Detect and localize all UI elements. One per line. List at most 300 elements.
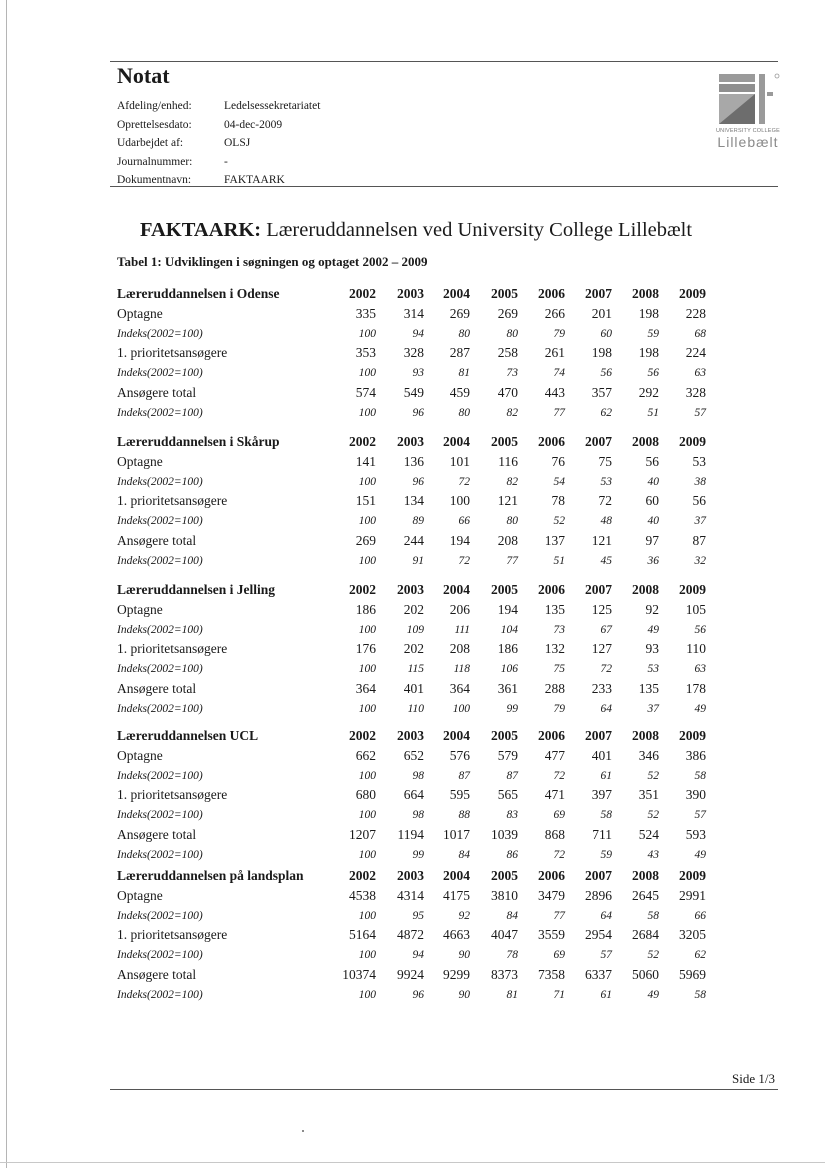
table-cell: 244 bbox=[403, 533, 424, 548]
meta-row-department bbox=[117, 97, 320, 116]
index-row bbox=[0, 701, 825, 720]
table-cell: 56 bbox=[694, 623, 706, 636]
year-header: 2005 bbox=[491, 868, 518, 883]
table-cell: 80 bbox=[506, 515, 518, 528]
table-cell: 81 bbox=[506, 988, 518, 1001]
logo-subtitle: UNIVERSITY COLLEGE bbox=[715, 128, 781, 134]
row-label: Optagne bbox=[117, 747, 163, 763]
table-cell: 56 bbox=[600, 367, 612, 380]
table-cell: 401 bbox=[591, 747, 612, 763]
year-header: 2003 bbox=[397, 868, 424, 883]
table-cell: 228 bbox=[685, 305, 706, 321]
data-row bbox=[0, 888, 825, 907]
table-cell: 470 bbox=[497, 385, 518, 400]
table-cell: 115 bbox=[407, 663, 424, 676]
year-header: 2002 bbox=[349, 286, 376, 301]
meta-label: Journalnummer: bbox=[117, 155, 193, 168]
row-label: Optagne bbox=[117, 601, 163, 617]
table-cell: 2954 bbox=[585, 927, 612, 943]
data-row bbox=[0, 748, 825, 767]
table-cell: 49 bbox=[694, 848, 706, 861]
data-row bbox=[0, 306, 825, 325]
row-label: Indeks(2002=100) bbox=[117, 406, 203, 419]
table-cell: 443 bbox=[544, 385, 565, 400]
table-cell: 100 bbox=[358, 848, 376, 861]
table-cell: 261 bbox=[544, 345, 565, 361]
year-header: 2003 bbox=[397, 582, 424, 597]
table-cell: 574 bbox=[355, 385, 376, 400]
table-cell: 1207 bbox=[349, 827, 376, 842]
memo-metadata bbox=[117, 97, 320, 190]
table-cell: 72 bbox=[458, 475, 470, 488]
table-cell: 4314 bbox=[397, 887, 424, 903]
table-cell: 91 bbox=[412, 554, 424, 567]
table-cell: 524 bbox=[638, 827, 659, 842]
table-cell: 3810 bbox=[491, 887, 518, 903]
table-cell: 63 bbox=[694, 367, 706, 380]
table-cell: 1194 bbox=[397, 827, 424, 842]
scan-speck bbox=[302, 1130, 304, 1132]
year-header: 2006 bbox=[538, 728, 565, 743]
year-header: 2002 bbox=[349, 868, 376, 883]
year-header: 2005 bbox=[491, 286, 518, 301]
table-cell: 80 bbox=[458, 327, 470, 340]
header-rule-top bbox=[110, 61, 778, 62]
factsheet-title-bold: FAKTAARK: bbox=[140, 219, 262, 241]
table-cell: 110 bbox=[407, 702, 424, 715]
table-cell: 353 bbox=[355, 345, 376, 361]
table-cell: 141 bbox=[355, 453, 376, 469]
table-cell: 52 bbox=[647, 809, 659, 822]
year-header: 2009 bbox=[679, 728, 706, 743]
index-row bbox=[0, 768, 825, 787]
section-header-row bbox=[0, 582, 825, 601]
table-cell: 471 bbox=[544, 787, 565, 803]
table-cell: 662 bbox=[355, 747, 376, 763]
row-label: Ansøgere total bbox=[117, 967, 197, 982]
table-cell: 60 bbox=[645, 493, 659, 509]
meta-row-journal bbox=[117, 153, 320, 172]
table-cell: 664 bbox=[403, 787, 424, 803]
data-row bbox=[0, 454, 825, 473]
table-cell: 57 bbox=[694, 809, 706, 822]
row-label: Optagne bbox=[117, 305, 163, 321]
table-cell: 105 bbox=[685, 601, 706, 617]
table-cell: 151 bbox=[355, 493, 376, 509]
table-cell: 233 bbox=[591, 681, 612, 696]
table-cell: 100 bbox=[358, 809, 376, 822]
table-cell: 576 bbox=[449, 747, 470, 763]
data-row bbox=[0, 493, 825, 512]
table-cell: 4538 bbox=[349, 887, 376, 903]
table-cell: 56 bbox=[647, 367, 659, 380]
row-label: Ansøgere total bbox=[117, 533, 197, 548]
table-cell: 287 bbox=[449, 345, 470, 361]
table-cell: 477 bbox=[544, 747, 565, 763]
index-row bbox=[0, 622, 825, 641]
year-header: 2005 bbox=[491, 434, 518, 449]
table-cell: 94 bbox=[412, 327, 424, 340]
row-label: Indeks(2002=100) bbox=[117, 848, 203, 861]
index-row bbox=[0, 661, 825, 680]
table-cell: 266 bbox=[544, 305, 565, 321]
table-cell: 56 bbox=[645, 453, 659, 469]
year-header: 2007 bbox=[585, 582, 612, 597]
table-cell: 178 bbox=[685, 681, 706, 696]
year-header: 2009 bbox=[679, 582, 706, 597]
table-cell: 32 bbox=[694, 554, 706, 567]
table-cell: 2684 bbox=[632, 927, 659, 943]
year-header: 2004 bbox=[443, 582, 470, 597]
table-cell: 288 bbox=[544, 681, 565, 696]
row-label: Indeks(2002=100) bbox=[117, 515, 203, 528]
table-cell: 84 bbox=[458, 848, 470, 861]
row-label: Indeks(2002=100) bbox=[117, 949, 203, 962]
table-cell: 100 bbox=[358, 475, 376, 488]
table-cell: 100 bbox=[358, 515, 376, 528]
header-rule-bottom bbox=[110, 186, 778, 187]
table-cell: 135 bbox=[544, 601, 565, 617]
table-cell: 40 bbox=[647, 515, 659, 528]
index-row bbox=[0, 908, 825, 927]
table-cell: 1039 bbox=[491, 827, 518, 842]
table-cell: 73 bbox=[553, 623, 565, 636]
meta-row-created bbox=[117, 116, 320, 135]
data-row bbox=[0, 827, 825, 846]
year-header: 2002 bbox=[349, 728, 376, 743]
meta-value: 04-dec-2009 bbox=[224, 118, 283, 131]
meta-value: OLSJ bbox=[224, 137, 251, 149]
data-row bbox=[0, 345, 825, 364]
table-cell: 202 bbox=[403, 641, 424, 657]
year-header: 2007 bbox=[585, 434, 612, 449]
table-cell: 100 bbox=[358, 327, 376, 340]
row-label: Indeks(2002=100) bbox=[117, 623, 203, 636]
table-cell: 8373 bbox=[491, 967, 518, 982]
table-cell: 98 bbox=[412, 809, 424, 822]
table-cell: 75 bbox=[598, 453, 612, 469]
table-cell: 100 bbox=[449, 493, 470, 509]
row-label: 1. prioritetsansøgere bbox=[117, 345, 228, 361]
table-cell: 58 bbox=[694, 769, 706, 782]
table-cell: 3205 bbox=[679, 927, 706, 943]
year-header: 2008 bbox=[632, 286, 659, 301]
table-cell: 100 bbox=[358, 554, 376, 567]
table-cell: 104 bbox=[500, 623, 518, 636]
table-cell: 198 bbox=[638, 345, 659, 361]
year-header: 2008 bbox=[632, 582, 659, 597]
table-cell: 51 bbox=[553, 554, 565, 567]
table-cell: 92 bbox=[645, 601, 659, 617]
index-row bbox=[0, 947, 825, 966]
table-cell: 100 bbox=[452, 702, 470, 715]
index-row bbox=[0, 365, 825, 384]
table-cell: 72 bbox=[553, 848, 565, 861]
row-label: Indeks(2002=100) bbox=[117, 367, 203, 380]
table-cell: 43 bbox=[647, 848, 659, 861]
table-cell: 36 bbox=[647, 554, 659, 567]
table-cell: 137 bbox=[544, 533, 565, 548]
table-cell: 5164 bbox=[349, 927, 376, 943]
table-cell: 61 bbox=[600, 769, 612, 782]
table-cell: 38 bbox=[694, 475, 706, 488]
table-cell: 269 bbox=[497, 305, 518, 321]
row-label: Indeks(2002=100) bbox=[117, 988, 203, 1001]
table-cell: 116 bbox=[498, 453, 518, 469]
table-cell: 79 bbox=[553, 327, 565, 340]
section-header-row bbox=[0, 728, 825, 747]
table-cell: 52 bbox=[647, 769, 659, 782]
year-header: 2006 bbox=[538, 286, 565, 301]
table-cell: 9924 bbox=[397, 967, 424, 982]
table-cell: 4047 bbox=[491, 927, 518, 943]
table-cell: 201 bbox=[591, 305, 612, 321]
meta-value: FAKTAARK bbox=[224, 174, 285, 186]
table-cell: 68 bbox=[694, 327, 706, 340]
section-title: Læreruddannelsen i Jelling bbox=[117, 582, 276, 597]
table-cell: 314 bbox=[403, 305, 424, 321]
meta-label: Dokumentnavn: bbox=[117, 174, 192, 186]
table-cell: 106 bbox=[500, 663, 518, 676]
table-cell: 4663 bbox=[443, 927, 470, 943]
data-row bbox=[0, 602, 825, 621]
year-header: 2003 bbox=[397, 728, 424, 743]
table-cell: 4872 bbox=[397, 927, 424, 943]
table-cell: 83 bbox=[506, 809, 518, 822]
index-row bbox=[0, 807, 825, 826]
factsheet-title bbox=[140, 219, 692, 242]
row-label: 1. prioritetsansøgere bbox=[117, 641, 228, 657]
data-row bbox=[0, 385, 825, 404]
table-cell: 109 bbox=[406, 623, 424, 636]
table-cell: 56 bbox=[692, 493, 706, 509]
meta-row-author bbox=[117, 134, 320, 153]
row-label: Indeks(2002=100) bbox=[117, 909, 203, 922]
row-label: Indeks(2002=100) bbox=[117, 475, 203, 488]
table-cell: 176 bbox=[355, 641, 376, 657]
index-row bbox=[0, 847, 825, 866]
row-label: Indeks(2002=100) bbox=[117, 327, 203, 340]
table-cell: 81 bbox=[458, 367, 470, 380]
page-number: Side 1/3 bbox=[732, 1071, 775, 1086]
table-cell: 57 bbox=[600, 949, 612, 962]
logo-wordmark: Lillebælt bbox=[717, 134, 779, 150]
table-cell: 73 bbox=[506, 367, 518, 380]
table-cell: 61 bbox=[600, 988, 612, 1001]
index-row bbox=[0, 326, 825, 345]
table-cell: 2896 bbox=[585, 887, 612, 903]
table-cell: 96 bbox=[412, 988, 424, 1001]
table-cell: 357 bbox=[591, 385, 612, 400]
memo-title: Notat bbox=[117, 63, 170, 88]
year-header: 2008 bbox=[632, 434, 659, 449]
data-row bbox=[0, 927, 825, 946]
table-cell: 2991 bbox=[679, 887, 706, 903]
table-cell: 78 bbox=[551, 493, 565, 509]
table-cell: 78 bbox=[506, 949, 518, 962]
table-cell: 593 bbox=[685, 827, 706, 842]
table-cell: 868 bbox=[544, 827, 565, 842]
table-cell: 194 bbox=[497, 601, 518, 617]
data-row bbox=[0, 787, 825, 806]
table-cell: 110 bbox=[686, 641, 706, 657]
table-cell: 100 bbox=[358, 623, 376, 636]
table-cell: 5060 bbox=[632, 967, 659, 982]
year-header: 2007 bbox=[585, 286, 612, 301]
year-header: 2009 bbox=[679, 286, 706, 301]
table-cell: 125 bbox=[591, 601, 612, 617]
table-cell: 93 bbox=[412, 367, 424, 380]
section-header-row bbox=[0, 434, 825, 453]
factsheet-title-rest: Læreruddannelsen ved University College Lillebælt bbox=[261, 219, 693, 241]
table-cell: 100 bbox=[358, 702, 376, 715]
table-cell: 186 bbox=[355, 601, 376, 617]
table-cell: 98 bbox=[412, 769, 424, 782]
data-row bbox=[0, 641, 825, 660]
index-row bbox=[0, 513, 825, 532]
table-cell: 89 bbox=[412, 515, 424, 528]
year-header: 2002 bbox=[349, 582, 376, 597]
table-cell: 97 bbox=[645, 533, 659, 548]
table-cell: 66 bbox=[694, 909, 706, 922]
table-cell: 87 bbox=[458, 769, 470, 782]
table-cell: 72 bbox=[458, 554, 470, 567]
table-cell: 59 bbox=[600, 848, 612, 861]
meta-label: Udarbejdet af: bbox=[117, 137, 184, 149]
table-cell: 208 bbox=[449, 641, 470, 657]
table-cell: 364 bbox=[355, 681, 376, 696]
table-cell: 565 bbox=[497, 787, 518, 803]
year-header: 2007 bbox=[585, 868, 612, 883]
year-header: 2005 bbox=[491, 728, 518, 743]
row-label: 1. prioritetsansøgere bbox=[117, 787, 228, 803]
table-cell: 208 bbox=[497, 533, 518, 548]
table-cell: 121 bbox=[591, 533, 612, 548]
section-header-row bbox=[0, 868, 825, 887]
year-header: 2004 bbox=[443, 868, 470, 883]
ucl-logo bbox=[712, 72, 784, 152]
row-label: Indeks(2002=100) bbox=[117, 809, 203, 822]
row-label: Indeks(2002=100) bbox=[117, 702, 203, 715]
table-cell: 269 bbox=[449, 305, 470, 321]
table-cell: 361 bbox=[497, 681, 518, 696]
table-cell: 202 bbox=[403, 601, 424, 617]
year-header: 2004 bbox=[443, 434, 470, 449]
table-cell: 90 bbox=[458, 949, 470, 962]
table-cell: 364 bbox=[449, 681, 470, 696]
table-cell: 80 bbox=[458, 406, 470, 419]
table-cell: 99 bbox=[412, 848, 424, 861]
section-title: Læreruddannelsen på landsplan bbox=[117, 868, 304, 883]
table-cell: 60 bbox=[600, 327, 612, 340]
year-header: 2005 bbox=[491, 582, 518, 597]
meta-label: Afdeling/enhed: bbox=[117, 100, 192, 112]
table-cell: 66 bbox=[458, 515, 470, 528]
table-cell: 92 bbox=[458, 909, 470, 922]
table-cell: 86 bbox=[506, 848, 518, 861]
table-cell: 100 bbox=[358, 663, 376, 676]
table-cell: 401 bbox=[403, 681, 424, 696]
table-cell: 111 bbox=[454, 623, 470, 636]
table-cell: 72 bbox=[598, 493, 612, 509]
year-header: 2003 bbox=[397, 434, 424, 449]
table-cell: 6337 bbox=[585, 967, 612, 982]
data-row bbox=[0, 681, 825, 700]
section-title: Læreruddannelsen UCL bbox=[117, 728, 259, 743]
table-cell: 579 bbox=[497, 747, 518, 763]
table-cell: 53 bbox=[600, 475, 612, 488]
table-cell: 94 bbox=[412, 949, 424, 962]
table-cell: 82 bbox=[506, 475, 518, 488]
table-cell: 101 bbox=[449, 453, 470, 469]
table-cell: 100 bbox=[358, 909, 376, 922]
table-cell: 390 bbox=[685, 787, 706, 803]
row-label: Ansøgere total bbox=[117, 827, 197, 842]
year-header: 2006 bbox=[538, 868, 565, 883]
data-row bbox=[0, 967, 825, 986]
year-header: 2003 bbox=[397, 286, 424, 301]
row-label: Indeks(2002=100) bbox=[117, 554, 203, 567]
row-label: 1. prioritetsansøgere bbox=[117, 927, 228, 943]
ucl-logo-icon bbox=[717, 72, 781, 126]
table-cell: 93 bbox=[645, 641, 659, 657]
table-cell: 76 bbox=[551, 453, 565, 469]
table-cell: 48 bbox=[600, 515, 612, 528]
index-row bbox=[0, 987, 825, 1006]
table-cell: 49 bbox=[647, 623, 659, 636]
table-cell: 100 bbox=[358, 988, 376, 1001]
table-cell: 58 bbox=[647, 909, 659, 922]
year-header: 2004 bbox=[443, 728, 470, 743]
table-cell: 2645 bbox=[632, 887, 659, 903]
row-label: Indeks(2002=100) bbox=[117, 769, 203, 782]
section-title: Læreruddannelsen i Odense bbox=[117, 286, 280, 301]
table-cell: 62 bbox=[600, 406, 612, 419]
table-cell: 88 bbox=[458, 809, 470, 822]
table-cell: 595 bbox=[449, 787, 470, 803]
table-cell: 292 bbox=[638, 385, 659, 400]
table-cell: 77 bbox=[553, 909, 565, 922]
table-cell: 40 bbox=[647, 475, 659, 488]
table-cell: 82 bbox=[506, 406, 518, 419]
table-cell: 49 bbox=[694, 702, 706, 715]
table-cell: 224 bbox=[685, 345, 706, 361]
table-cell: 80 bbox=[506, 327, 518, 340]
table-cell: 69 bbox=[553, 949, 565, 962]
table-cell: 9299 bbox=[443, 967, 470, 982]
table-cell: 45 bbox=[600, 554, 612, 567]
table-cell: 346 bbox=[638, 747, 659, 763]
table-cell: 52 bbox=[647, 949, 659, 962]
table-cell: 206 bbox=[449, 601, 470, 617]
table-cell: 680 bbox=[355, 787, 376, 803]
table-cell: 711 bbox=[592, 827, 612, 842]
meta-label: Oprettelsesdato: bbox=[117, 118, 192, 131]
table-cell: 121 bbox=[497, 493, 518, 509]
table-cell: 135 bbox=[638, 681, 659, 696]
year-header: 2008 bbox=[632, 728, 659, 743]
row-label: Optagne bbox=[117, 453, 163, 469]
table-cell: 58 bbox=[694, 988, 706, 1001]
table-cell: 53 bbox=[692, 453, 706, 469]
table-cell: 84 bbox=[506, 909, 518, 922]
table-cell: 96 bbox=[412, 406, 424, 419]
table-cell: 132 bbox=[544, 641, 565, 657]
table-cell: 51 bbox=[647, 406, 659, 419]
table-cell: 198 bbox=[638, 305, 659, 321]
table-cell: 269 bbox=[355, 533, 376, 548]
table-cell: 258 bbox=[497, 345, 518, 361]
